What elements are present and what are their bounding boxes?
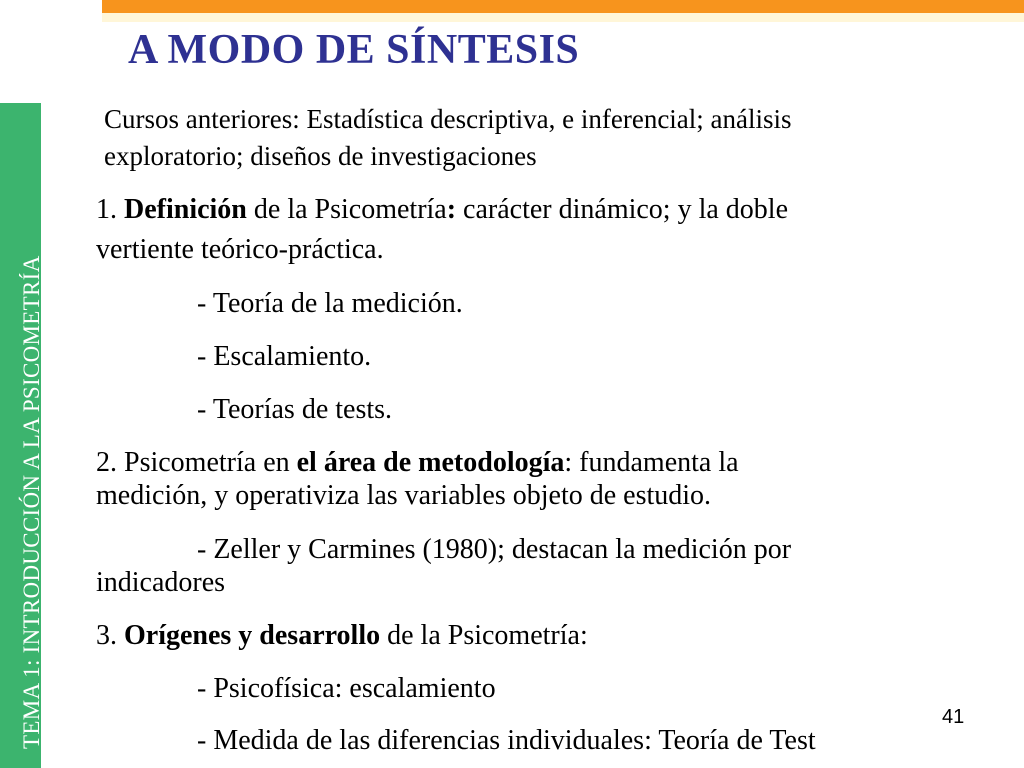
top-accent-bar [102,0,1024,13]
item-1-keyword: Definición [124,194,247,225]
slide-title: A MODO DE SÍNTESIS [128,27,580,73]
item-1-line-1 [96,193,788,227]
item-1-sub-2: - Escalamiento. [197,341,372,372]
intro-line-2: exploratorio; diseños de investigaciones [104,141,537,171]
item-1-number: 1. [96,194,124,225]
item-1-colon: : [446,194,457,225]
item-1-line-2: vertiente teórico-práctica. [96,234,384,265]
slide-number: 41 [942,706,965,728]
item-2-text: : fundamenta la [564,447,739,478]
item-3-line-1 [96,619,588,653]
intro-line-1: Cursos anteriores: Estadística descriptiva, e inferencial; análisis [104,104,792,134]
item-3-sub-1: - Psicofísica: escalamiento [197,673,496,704]
item-3-text: de la Psicometría: [380,620,588,651]
item-3-sub-2: - Medida de las diferencias individuales: Teoría de Test [197,725,816,756]
item-3-keyword: Orígenes y desarrollo [124,620,381,651]
item-2-line-2: medición, y operativiza las variables objeto de estudio. [96,480,712,511]
item-1-text: de la Psicometría [246,194,447,225]
top-accent-bar-light [102,13,1024,22]
item-2-prefix: 2. Psicometría en [96,447,297,478]
item-2-sub-line-1: - Zeller y Carmines (1980); destacan la medición por [197,534,792,565]
item-2-keyword: el área de metodología [296,447,565,478]
item-1-text-2: carácter dinámico; y la doble [456,194,788,225]
side-label: TEMA 1: INTRODUCCIÓN A LA PSICOMETRÍA [19,255,44,749]
item-1-sub-3: - Teorías de tests. [197,394,393,425]
item-3-number: 3. [96,620,124,651]
item-2-line-1 [96,446,739,480]
item-1-sub-1: - Teoría de la medición. [197,288,463,319]
item-2-sub-line-2: indicadores [96,567,226,598]
